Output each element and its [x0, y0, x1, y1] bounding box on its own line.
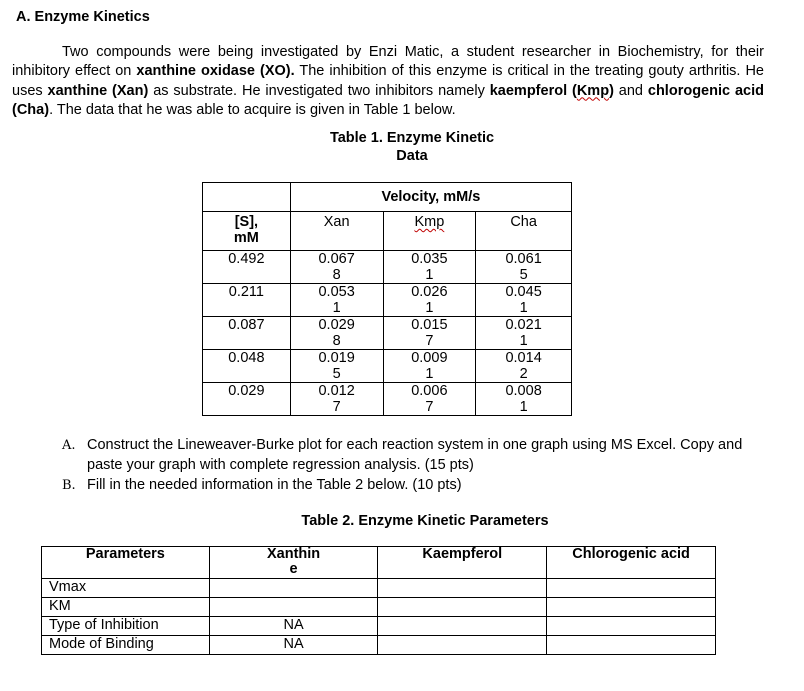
substrate-cell: 0.492: [203, 251, 291, 284]
para-text: The inhibition of this enzyme is critical in the treating gouty arthritis. He uses: [12, 63, 764, 99]
kaempferol-header: Kaempferol: [378, 547, 547, 579]
enzyme-kinetic-data-table: [202, 182, 572, 416]
parameter-name-cell: Type of Inhibition: [42, 617, 210, 636]
xan-velocity-cell: 0.012 7: [290, 383, 383, 416]
substrate-cell: 0.211: [203, 284, 291, 317]
xan-velocity-cell: 0.053 1: [290, 284, 383, 317]
xan-value-cell: NA: [209, 636, 378, 655]
cha-velocity-cell: 0.061 5: [476, 251, 572, 284]
velocity-header: Velocity, mM/s: [290, 183, 571, 212]
cha-velocity-cell: 0.014 2: [476, 350, 572, 383]
table1-row: [203, 251, 572, 284]
parameter-name-cell: KM: [42, 598, 210, 617]
xan-value-cell: [209, 579, 378, 598]
substrate-cell: 0.029: [203, 383, 291, 416]
kmp-velocity-cell: 0.009 1: [383, 350, 476, 383]
kmp-velocity-cell: 0.015 7: [383, 317, 476, 350]
xan-header: Xan: [290, 212, 383, 251]
table2-row: [42, 617, 716, 636]
table2-caption: Table 2. Enzyme Kinetic Parameters: [301, 513, 549, 529]
kmp-value-cell: [378, 598, 547, 617]
cha-header: Cha: [476, 212, 572, 251]
cha-value-cell: [547, 579, 716, 598]
xan-velocity-cell: 0.029 8: [290, 317, 383, 350]
para-bold-xo: xanthine oxidase (XO).: [136, 63, 295, 80]
kmp-value-cell: [378, 617, 547, 636]
section-heading: A. Enzyme Kinetics: [16, 9, 150, 25]
task-item: B. Fill in the needed information in the Table 2 below. (10 pts): [62, 477, 462, 493]
table1-row: [203, 350, 572, 383]
kmp-header: Kmp: [383, 212, 476, 251]
para-bold-kmp: kaempferol (Kmp): [489, 82, 614, 99]
xan-value-cell: [209, 598, 378, 617]
substrate-cell: 0.048: [203, 350, 291, 383]
table2-row: [42, 598, 716, 617]
chlorogenic-header: Chlorogenic acid: [547, 547, 716, 579]
substrate-header: [S], mM: [203, 212, 291, 251]
table1-row: [203, 383, 572, 416]
table1-row: [203, 317, 572, 350]
kmp-velocity-cell: 0.026 1: [383, 284, 476, 317]
kinetic-parameters-table: [41, 546, 716, 655]
task-item: A. Construct the Lineweaver-Burke plot for each reaction system in one graph using MS Excel. Copy and paste your graph with complete regression analysis. (15 pts): [62, 437, 743, 473]
table2-row: [42, 636, 716, 655]
cha-value-cell: [547, 617, 716, 636]
task-list: [62, 436, 762, 497]
kmp-velocity-cell: 0.006 7: [383, 383, 476, 416]
xan-velocity-cell: 0.019 5: [290, 350, 383, 383]
cha-velocity-cell: 0.021 1: [476, 317, 572, 350]
table2-row: [42, 579, 716, 598]
para-text: . The data that he was able to acquire is given in Table 1 below.: [49, 101, 456, 118]
cha-velocity-cell: 0.045 1: [476, 284, 572, 317]
table1-row: [203, 284, 572, 317]
parameters-header: Parameters: [42, 547, 210, 579]
para-bold-xan: xanthine (Xan): [47, 82, 149, 99]
xan-value-cell: NA: [209, 617, 378, 636]
xan-velocity-cell: 0.067 8: [290, 251, 383, 284]
substrate-cell: 0.087: [203, 317, 291, 350]
para-text: as substrate. He investigated two inhibitors namely: [148, 82, 490, 99]
para-text: Two compounds were being investigated by Enzi Matic, a student researcher in Biochemistry, for their inhibitory effect on: [12, 44, 764, 80]
table1-corner-cell: [203, 183, 291, 212]
parameter-name-cell: Vmax: [42, 579, 210, 598]
cha-velocity-cell: 0.008 1: [476, 383, 572, 416]
kmp-value-cell: [378, 579, 547, 598]
intro-paragraph: [12, 43, 764, 120]
kmp-value-cell: [378, 636, 547, 655]
para-bold-cha: chlorogenic acid (Cha): [12, 82, 764, 118]
kmp-velocity-cell: 0.035 1: [383, 251, 476, 284]
cha-value-cell: [547, 598, 716, 617]
table1-caption: Table 1. Enzyme Kinetic Data: [329, 130, 495, 164]
xanthine-header: Xanthin e: [209, 547, 378, 579]
cha-value-cell: [547, 636, 716, 655]
para-text: and: [613, 82, 648, 99]
parameter-name-cell: Mode of Binding: [42, 636, 210, 655]
